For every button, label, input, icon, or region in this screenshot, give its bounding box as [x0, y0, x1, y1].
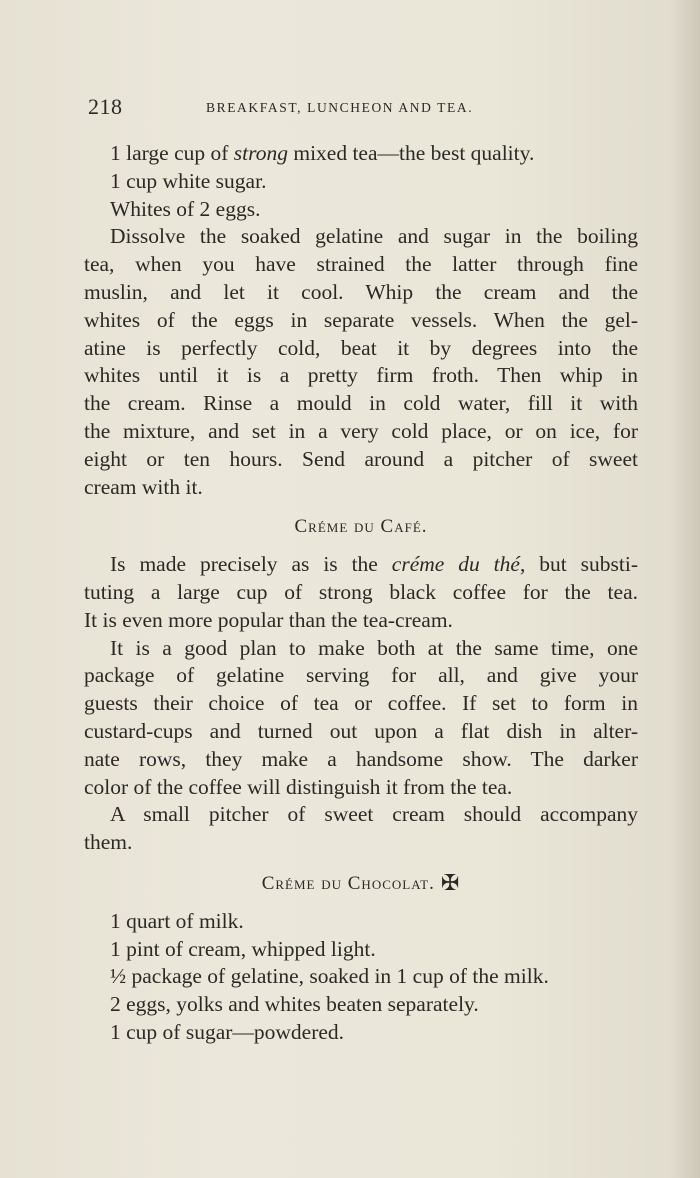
ingredient-line: ½ package of gelatine, soaked in 1 cup of the milk.: [110, 964, 549, 989]
paragraph-line: the mixture, and set in a very cold place, or on ice, for: [84, 418, 638, 443]
page-edge-shadow: [670, 0, 700, 1178]
paragraph-line: It is a good plan to make both at the same time, one: [110, 635, 638, 660]
paragraph-line: tuting a large cup of strong black coffee for the tea.: [84, 579, 638, 604]
page-body: [84, 140, 638, 1047]
paragraph-line: atine is perfectly cold, beat it by degrees into the: [84, 335, 638, 360]
ingredient-line: 1 cup of sugar—powdered.: [110, 1019, 345, 1044]
ingredient-line: 1 large cup of strong mixed tea—the best quality.: [110, 141, 535, 165]
paragraph-line: A small pitcher of sweet cream should accompany: [110, 802, 638, 827]
page-header: [88, 94, 638, 124]
emphasis-text: créme du thé: [391, 552, 520, 577]
ingredient-line: 1 cup white sugar.: [110, 168, 267, 193]
ingredient-line: 1 pint of cream, whipped light.: [110, 936, 376, 961]
paragraph-line: guests their choice of tea or coffee. If set to form in: [84, 691, 638, 716]
recipe-heading-chocolat: Créme du Chocolat. ✠: [261, 869, 461, 895]
paragraph-line: whites until it is a pretty firm froth. Then whip in: [84, 363, 638, 388]
paragraph-line: muslin, and let it cool. Whip the cream and the: [84, 279, 638, 304]
paragraph-line: whites of the eggs in separate vessels. When the gel-: [84, 307, 638, 332]
paragraph-line: custard-cups and turned out upon a flat dish in alter-: [84, 718, 638, 743]
ingredient-line: 2 eggs, yolks and whites beaten separately.: [110, 992, 479, 1017]
paragraph-line: eight or ten hours. Send around a pitcher of sweet: [84, 446, 638, 471]
paragraph-line: nate rows, they make a handsome show. The darker: [84, 746, 638, 771]
recipe-heading-cafe: Créme du Café.: [294, 516, 428, 538]
paragraph-line: them.: [84, 830, 133, 855]
paragraph-line: color of the coffee will distinguish it from the tea.: [84, 774, 513, 799]
paragraph-line: tea, when you have strained the latter through fine: [84, 252, 638, 277]
ingredient-line: Whites of 2 eggs.: [110, 196, 261, 221]
paragraph-line: Dissolve the soaked gelatine and sugar in the boiling: [110, 224, 638, 249]
paragraph-line: It is even more popular than the tea-cream.: [84, 607, 453, 632]
page-number: 218: [88, 94, 123, 119]
paragraph-line: cream with it.: [84, 474, 203, 499]
paragraph-line: the cream. Rinse a mould in cold water, fill it with: [84, 391, 638, 416]
emphasis-text: strong: [233, 141, 288, 165]
paragraph-line: Is made precisely as is the créme du thé, but substi-: [110, 552, 638, 577]
ingredient-line: 1 quart of milk.: [110, 908, 244, 933]
running-head: BREAKFAST, LUNCHEON AND TEA.: [206, 100, 474, 115]
cross-ornament-icon: ✠: [440, 869, 461, 895]
paragraph-line: package of gelatine serving for all, and give your: [84, 663, 638, 688]
